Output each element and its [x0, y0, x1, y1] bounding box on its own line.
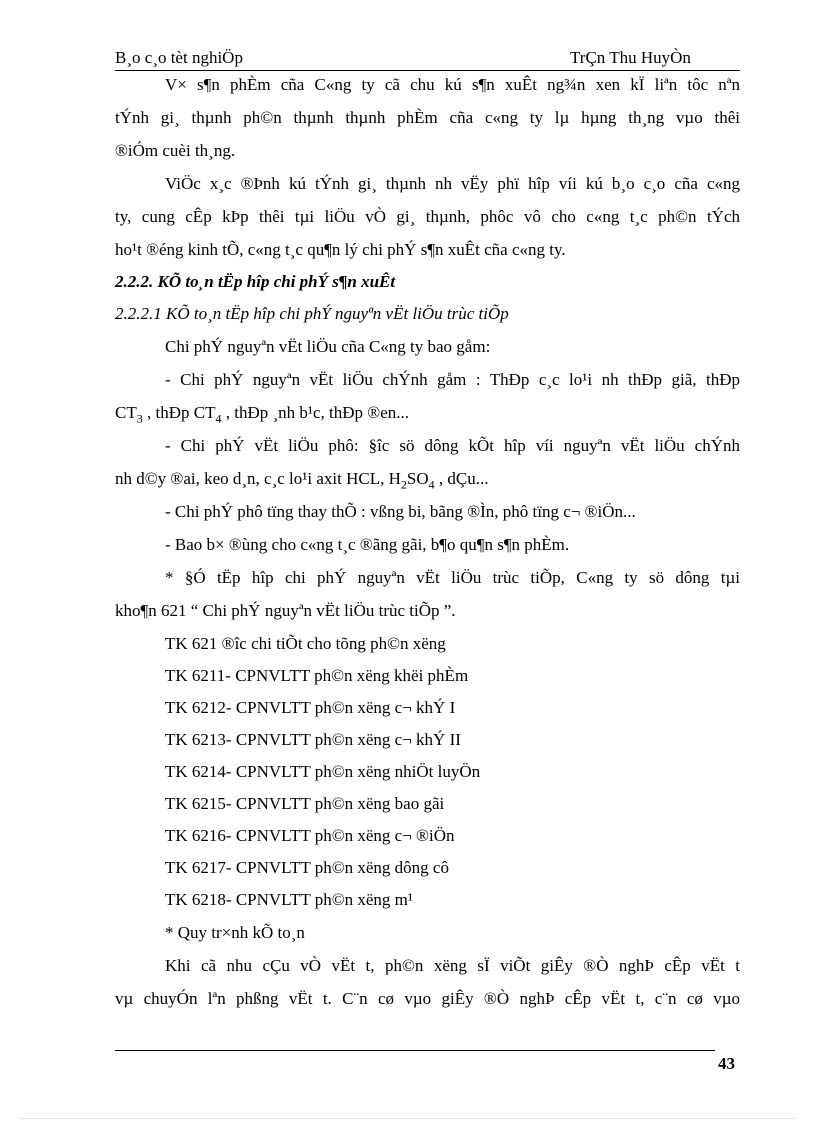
account-line: TK 6215- CPNVLTT ph©n xëng bao gãi	[165, 794, 445, 813]
account-line: TK 621 ®îc chi tiÕt cho tõng ph©n xëng	[165, 634, 446, 653]
page-edge-divider	[20, 1118, 796, 1119]
body-line: V× s¶n phÈm cña C«ng ty cã chu kú s¶n xuÊt ng¾n xen kÏ liªn tôc nªn	[165, 75, 740, 94]
body-line: ®iÓm cuèi th¸ng.	[115, 141, 236, 160]
header-author-name: TrÇn Thu HuyÒn	[570, 48, 691, 67]
body-line: kho¶n 621 “ Chi phÝ nguyªn vËt liÖu trùc tiÕp ”.	[115, 601, 456, 620]
account-line: TK 6214- CPNVLTT ph©n xëng nhiÖt luyÖn	[165, 762, 481, 781]
body-line: - Bao b× ®ùng cho c«ng t¸c ®ãng gãi, b¶o qu¶n s¶n phÈm.	[165, 535, 570, 554]
body-line: * §Ó tËp hîp chi phÝ nguyªn vËt liÖu trùc tiÕp, C«ng ty sö dông tµi	[165, 568, 740, 587]
section-heading: 2.2.2. KÕ to¸n tËp hîp chi phÝ s¶n xuÊt	[115, 272, 396, 291]
account-line: TK 6211- CPNVLTT ph©n xëng khëi phÈm	[165, 666, 469, 685]
header-report-title: B¸o c¸o tèt nghiÖp	[115, 48, 243, 67]
body-line: ViÖc x¸c ®Þnh kú tÝnh gi¸ thµnh nh vËy phï hîp víi kú b¸o c¸o cña c«ng	[165, 174, 740, 193]
body-line-with-subscripts: nh d©y ®ai, keo d¸n, c¸c lo¹i axit HCL, $H_2SO_4$ , dÇu...	[115, 469, 489, 492]
account-line: TK 6213- CPNVLTT ph©n xëng c¬ khÝ II	[165, 730, 461, 749]
body-line: ho¹t ®éng kinh tÕ, c«ng t¸c qu¶n lý chi phÝ s¶n xuÊt cña c«ng ty.	[115, 240, 566, 259]
body-line: Chi phÝ nguyªn vËt liÖu cña C«ng ty bao gåm:	[165, 337, 491, 356]
subsection-heading: 2.2.2.1 KÕ to¸n tËp hîp chi phÝ nguyªn vËt liÖu trùc tiÕp	[115, 304, 509, 323]
body-line-with-subscripts: $CT_3$ , thÐp $CT_4$ , thÐp ¸nh b¹c, thÐp ®en...	[115, 403, 409, 426]
body-line: tÝnh gi¸ thµnh ph©n thµnh thµnh phÈm cña c«ng ty lµ hµng th¸ng vµo thêi	[115, 108, 740, 127]
footer-divider	[115, 1050, 715, 1051]
body-line: - Chi phÝ nguyªn vËt liÖu chÝnh gåm : ThÐp c¸c lo¹i nh thÐp giã, thÐp	[165, 370, 740, 389]
account-line: TK 6212- CPNVLTT ph©n xëng c¬ khÝ I	[165, 698, 456, 717]
body-line: * Quy tr×nh kÕ to¸n	[165, 923, 305, 942]
body-line: - Chi phÝ vËt liÖu phô: §îc sö dông kÕt hîp víi nguyªn vËt liÖu chÝnh	[165, 436, 740, 455]
page-number: 43	[718, 1054, 735, 1073]
account-line: TK 6216- CPNVLTT ph©n xëng c¬ ®iÖn	[165, 826, 455, 845]
body-line: Khi cã nhu cÇu vÒ vËt t, ph©n xëng sÏ viÕt giÊy ®Ò nghÞ cÊp vËt t	[165, 956, 740, 975]
body-line: vµ chuyÓn lªn phßng vËt t. C¨n cø vµo giÊy ®Ò nghÞ cÊp vËt t, c¨n cø vµo	[115, 989, 740, 1008]
body-line: - Chi phÝ phô tïng thay thÕ : vßng bi, bãng ®Ìn, phô tïng c¬ ®iÖn...	[165, 502, 636, 521]
body-line: ty, cung cÊp kÞp thêi tµi liÖu vÒ gi¸ thµnh, phôc vô cho c«ng t¸c ph©n tÝch	[115, 207, 740, 226]
account-line: TK 6217- CPNVLTT ph©n xëng dông cô	[165, 858, 449, 877]
account-line: TK 6218- CPNVLTT ph©n xëng m¹	[165, 890, 413, 909]
page-header	[115, 48, 740, 71]
